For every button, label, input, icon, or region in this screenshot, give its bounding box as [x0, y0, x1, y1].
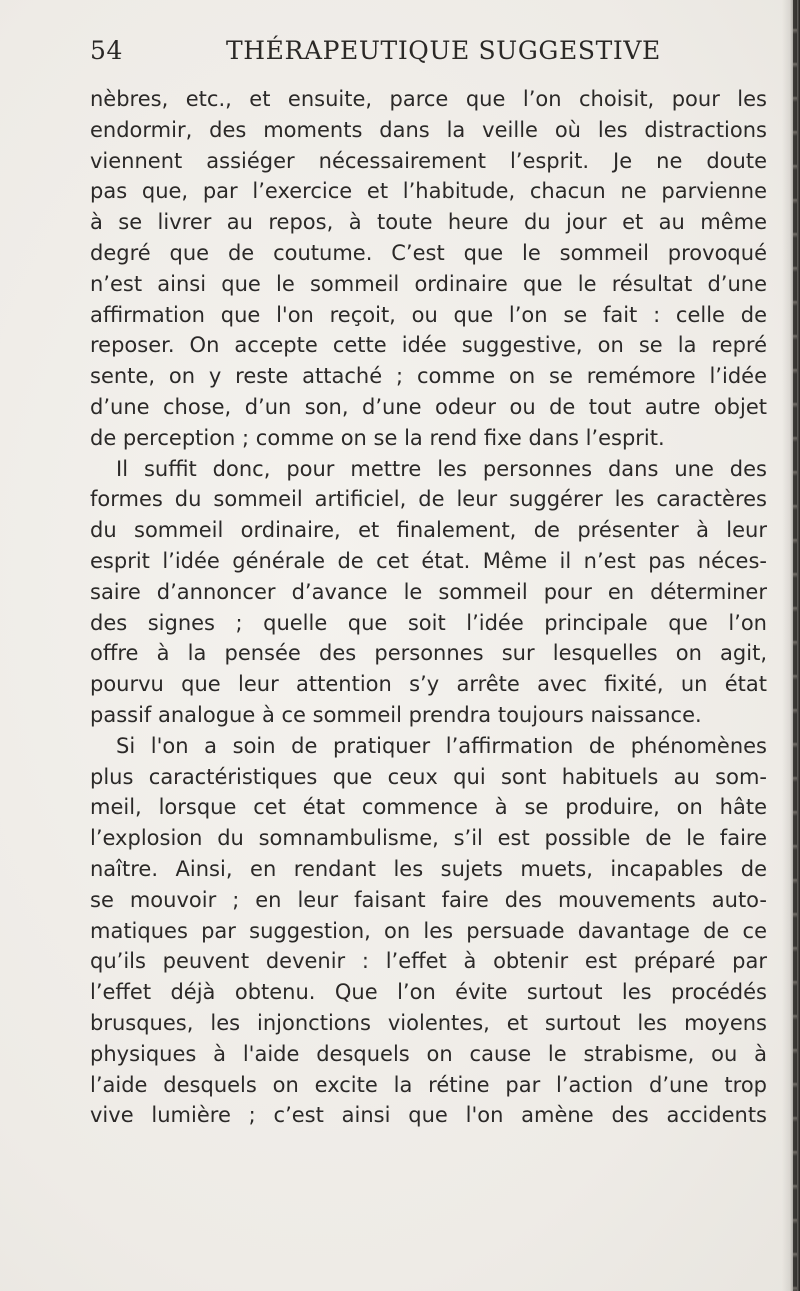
- text-line: pourvu que leur attention s’y arrête avec fixité, un état: [90, 672, 767, 697]
- text-line: formes du sommeil artificiel, de leur suggérer les caractères: [90, 487, 767, 512]
- binding-shadow: [782, 0, 800, 1291]
- text-line: affirmation que l'on reçoit, ou que l’on se fait : celle de: [90, 302, 767, 327]
- text-line: de perception ; comme on se la rend fixe dans l’esprit.: [90, 425, 665, 450]
- text-line: pas que, par l’exercice et l’habitude, chacun ne parvienne: [90, 179, 767, 204]
- page-header: [90, 32, 770, 72]
- text-line: du sommeil ordinaire, et finalement, de présenter à leur: [90, 518, 767, 543]
- text-line: degré que de coutume. C’est que le sommeil provoqué: [90, 240, 767, 265]
- text-line: viennent assiéger nécessairement l’esprit. Je ne doute: [90, 148, 767, 173]
- text-line: brusques, les injonctions violentes, et surtout les moyens: [90, 1010, 767, 1035]
- text-line: saire d’annoncer d’avance le sommeil pour en déterminer: [90, 579, 767, 604]
- text-line: l’explosion du somnambulisme, s’il est possible de le faire: [90, 826, 767, 851]
- page-number: 54: [90, 36, 124, 65]
- running-title: THÉRAPEUTIQUE SUGGESTIVE: [226, 36, 661, 65]
- text-line: Il suffit donc, pour mettre les personnes dans une des: [116, 456, 767, 481]
- text-line: esprit l’idée générale de cet état. Même il n’est pas néces-: [90, 548, 767, 573]
- page-edge: [793, 0, 797, 1291]
- text-line: nèbres, etc., et ensuite, parce que l’on choisit, pour les: [90, 87, 767, 111]
- text-line: d’une chose, d’un son, d’une odeur ou de tout autre objet: [90, 394, 767, 419]
- text-line: endormir, des moments dans la veille où les distractions: [90, 117, 767, 142]
- text-line: des signes ; quelle que soit l’idée principale que l’on: [90, 610, 767, 635]
- text-line: l’effet déjà obtenu. Que l’on évite surtout les procédés: [90, 980, 767, 1005]
- text-line: offre à la pensée des personnes sur lesquelles on agit,: [90, 641, 767, 666]
- text-line: se mouvoir ; en leur faisant faire des mouvements auto-: [90, 887, 767, 912]
- body-text: [90, 84, 767, 1131]
- text-line: l’aide desquels on excite la rétine par l’action d’une trop: [90, 1072, 767, 1097]
- text-line: qu’ils peuvent devenir : l’effet à obtenir est préparé par: [90, 949, 767, 974]
- text-line: physiques à l'aide desquels on cause le strabisme, ou à: [90, 1041, 767, 1066]
- text-line: reposer. On accepte cette idée suggestive, on se la repré: [90, 333, 767, 358]
- text-line: matiques par suggestion, on les persuade davantage de ce: [90, 918, 767, 943]
- text-line: plus caractéristiques que ceux qui sont habituels au som-: [90, 764, 767, 789]
- text-line: naître. Ainsi, en rendant les sujets muets, incapables de: [90, 856, 767, 881]
- text-line: n’est ainsi que le sommeil ordinaire que le résultat d’une: [90, 271, 767, 296]
- text-line: passif analogue à ce sommeil prendra toujours naissance.: [90, 702, 702, 727]
- text-line: à se livrer au repos, à toute heure du jour et au même: [90, 210, 767, 235]
- text-line: Si l'on a soin de pratiquer l’affirmation de phénomènes: [116, 733, 767, 758]
- text-line: sente, on y reste attaché ; comme on se remémore l’idée: [90, 364, 767, 389]
- text-line: meil, lorsque cet état commence à se produire, on hâte: [90, 795, 767, 820]
- text-line: vive lumière ; c’est ainsi que l'on amène des accidents: [90, 1103, 767, 1128]
